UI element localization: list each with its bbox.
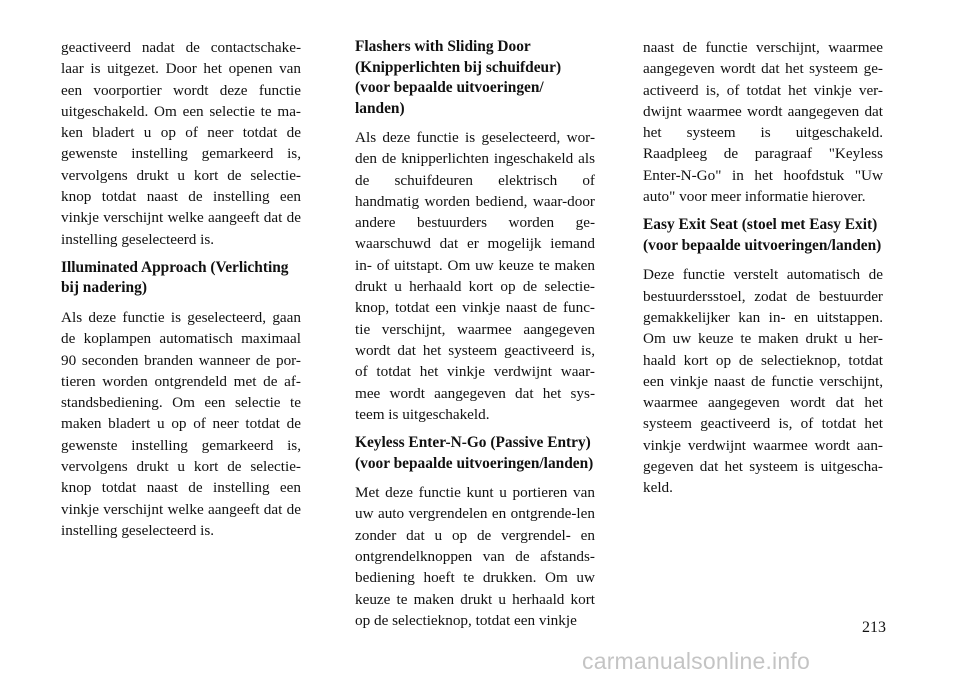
page-number: 213 xyxy=(862,619,886,636)
paragraph-keyless-continued: naast de functie verschijnt, waarmee aangegeven wordt dat het systeem ge-activeerd is, of totdat het vinkje ver-dwijnt waarmee wordt aangegeven dat het systeem is uitgeschakeld. Raadpleeg de paragraaf "Keyless Enter-N-Go" in het hoofdstuk "Uw auto" voor meer informatie hierover. xyxy=(643,39,883,206)
heading-keyless-enter-n-go: Keyless Enter-N-Go (Passive Entry) (voor bepaalde uitvoeringen/landen) xyxy=(355,434,594,472)
text-column-middle xyxy=(355,37,595,639)
paragraph-flashers-sliding-door: Als deze functie is geselecteerd, wor-den de knipperlichten ingeschakeld als de schuifdeuren elektrisch of handmatig worden bediend, waar-door andere bestuurders worden ge-waarschuwd dat er mogelijk iemand in- of uitstapt. Om uw keuze te maken drukt u herhaald kort op de selectie-knop, totdat een vinkje naast de func-tie verschijnt, waarmee aangegeven wordt dat het systeem geactiveerd is, of totdat het vinkje verdwijnt waar-mee wordt aangegeven dat het sys-teem is uitgeschakeld. xyxy=(355,129,595,423)
paragraph-keyless-enter-n-go: Met deze functie kunt u portieren van uw auto vergrendelen en ontgrende-len zonder dat u op de vergrendel- en ontgrendelknoppen van de afstands-bediening hoeft te drukken. Om uw keuze te maken drukt u herhaald kort op de selectieknop, totdat een vinkje xyxy=(355,484,595,629)
text-column-right xyxy=(643,37,883,507)
paragraph-easy-exit-seat: Deze functie verstelt automatisch de bestuurdersstoel, zodat de bestuurder gemakkelijker kan in- en uitstappen. Om uw keuze te maken drukt u her-haald kort op de selectieknop, totdat een vinkje naast de functie verschijnt, waarmee aangegeven wordt dat het systeem geactiveerd is, of totdat het vinkje verdwijnt waarmee wordt aan-gegeven dat het systeem is uitgescha-keld. xyxy=(643,266,883,497)
watermark: carmanualsonline.info xyxy=(582,648,810,674)
paragraph-contact-switch: geactiveerd nadat de contactschake-laar is uitgezet. Door het openen van een voorportier wordt deze functie uitgeschakeld. Om een selectie te ma-ken bladert u op of neer totdat de gewenste instelling gemarkeerd is, vervolgens drukt u kort de selectie-knop totdat naast de instelling een vinkje verschijnt welke aangeeft dat de instelling geselecteerd is. xyxy=(61,39,301,248)
heading-illuminated-approach: Illuminated Approach (Verlichting bij nadering) xyxy=(61,258,289,297)
heading-easy-exit-seat: Easy Exit Seat (stoel met Easy Exit) (voor bepaalde uitvoeringen/landen) xyxy=(643,216,882,254)
paragraph-illuminated-approach: Als deze functie is geselecteerd, gaan de koplampen automatisch maximaal 90 seconden branden wanneer de por-tieren worden ontgrendeld met de af-standsbediening. Om een selectie te maken bladert u op of neer totdat de gewenste instelling gemarkeerd is, vervolgens drukt u kort de selectie-knop totdat naast de instelling een vinkje verschijnt welke aangeeft dat de instelling geselecteerd is. xyxy=(61,308,301,539)
heading-flashers-sliding-door: Flashers with Sliding Door (Knipperlichten bij schuifdeur) (voor bepaalde uitvoeringen/ landen) xyxy=(355,38,562,117)
text-column-left xyxy=(61,37,301,549)
